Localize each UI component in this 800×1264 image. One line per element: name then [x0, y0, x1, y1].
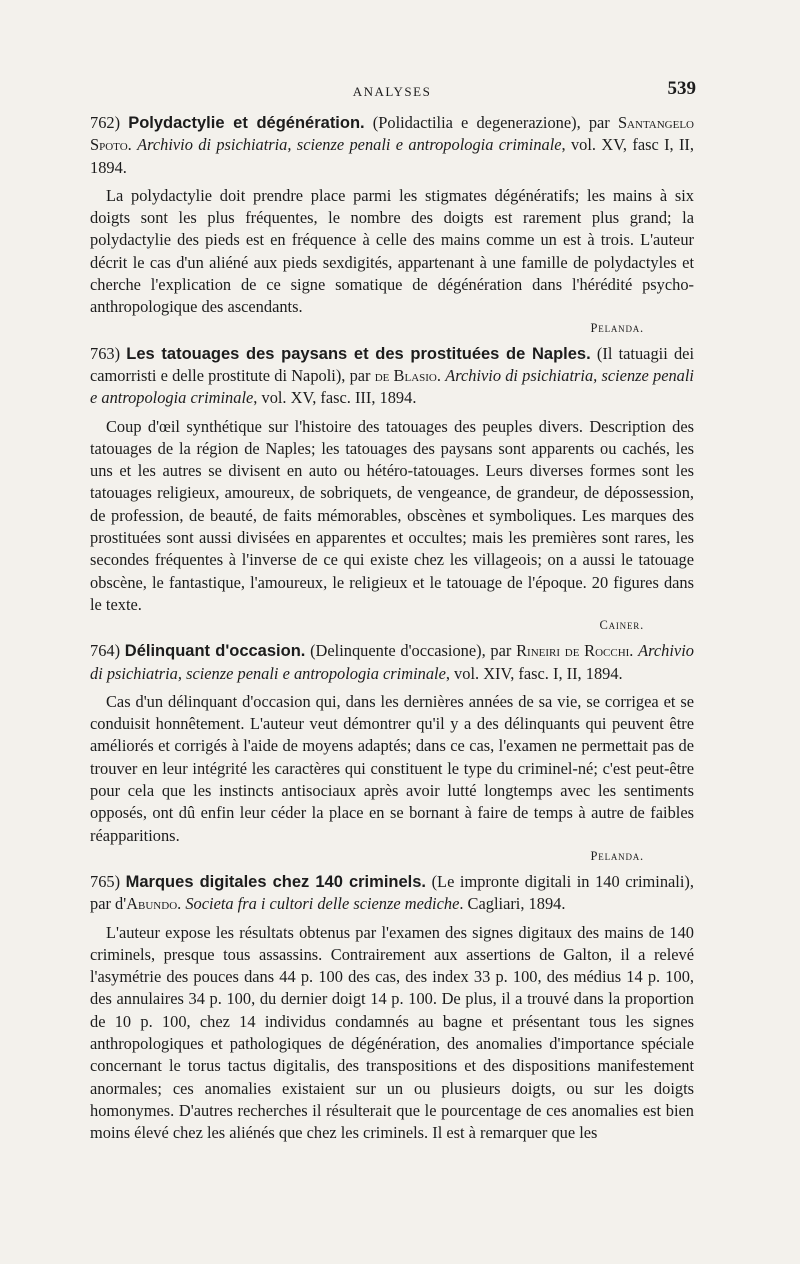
entry-title: Les tatouages des paysans et des prostituées de Naples. [126, 344, 591, 363]
entry-citation: , vol. XV, fasc I, II, 1894. [90, 135, 694, 177]
review-entry-765 [90, 871, 694, 1145]
entry-citation: , vol. XV, fasc. III, 1894. [253, 388, 417, 408]
entry-title: Polydactylie et dégénération. [128, 114, 365, 132]
entry-number: 763) [90, 343, 121, 363]
entry-title: Marques digitales chez 140 criminels. [125, 872, 426, 891]
entry-subtitle: (Il tatuagii dei camorristi e delle prostitute di Napoli), par [90, 343, 694, 385]
entry-subtitle: (Polidactilia e degenerazione), par [364, 113, 618, 132]
entry-signature: Cainer. [599, 618, 644, 633]
entry-author: Rineiri de Rocchi [516, 641, 630, 661]
entry-subtitle: (Le impronte digitali in 140 criminali), par d' [90, 871, 694, 914]
entry-heading: 765) Marques digitales chez 140 criminels. (Le impronte digitali in 140 criminali), par d'Abundo. Societa fra i cultori delle scienze mediche. Cagliari, 1894. [90, 871, 694, 914]
text-column [90, 112, 694, 1150]
running-title: ANALYSES [352, 84, 432, 99]
entry-body: La polydactylie doit prendre place parmi les stigmates dégénératifs; les mains à six doigts sont les plus fréquentes, le nombre des doigts est rarement plus grand; la polydactylie des pieds est en fréquence à celle des mains comme un est à trois. L'auteur décrit le cas d'un aliéné aux pieds sexdigités, appartenant à une famille de polydactyles et cherche l'explication de ce signe somatique de dégénération dans l'hérédité psycho-anthropologique des ascendants. [90, 185, 694, 317]
entry-source: Archivio di psichiatria, scienze penali e antropologia criminale [137, 135, 562, 155]
entry-title: Délinquant d'occasion. [124, 642, 306, 661]
entry-subtitle: (Delinquente d'occasione), par [305, 641, 517, 661]
review-entry-763 [90, 343, 694, 635]
entry-source: Archivio di psichiatria, scienze penali e antropologia criminale [90, 641, 694, 683]
review-entry-762 [90, 112, 694, 337]
entry-body: Cas d'un délinquant d'occasion qui, dans les dernières années de sa vie, se corrigea et se conduisit honnêtement. L'auteur veut démontrer qu'il y a des délinquants qui peuvent être améliorés et corrigés à l'aide de moyens adaptés; dans ce cas, l'examen ne permettait pas de trouver en leur intégrité les caractères qui constituent le type du criminel-né; c'est peut-être pour cela que les instincts antisociaux après avoir lutté longtemps avec les sentiments opposés, ont dû enfin leur céder la place en se bornant à faire de temps à autre de faibles réapparitions. [90, 691, 694, 845]
entry-number: 765) [90, 871, 121, 891]
entry-body: Coup d'œil synthétique sur l'histoire des tatouages des peuples divers. Description des tatouages de la région de Naples; les tatouages des paysans sont apparents ou cachés, les uns et les autres se divisent en auto ou hétéro-tatouages. Leurs diverses formes sont les tatouages religieux, amoureux, de sobriquets, de vengeance, de grandeur, de dépossession, de profession, de beauté, de faits mémorables, obscènes et symboliques. Les marques des prostituées sont aussi divisées en apparentes et occultes; mais les premières sont rares, les secondes fréquentes à l'inverse de ce qui existe chez les villageois; on a aussi le tatouage obscène, le fantastique, l'amoureux, le religieux et le tatouage de l'époque. 20 figures dans le texte. [90, 416, 694, 614]
entry-number: 762) [90, 113, 121, 132]
running-head [88, 78, 696, 102]
entry-author: Abundo [126, 894, 178, 914]
entry-citation: . Cagliari, 1894. [459, 894, 566, 914]
entry-heading: 763) Les tatouages des paysans et des prostituées de Naples. (Il tatuagii dei camorristi e delle prostitute di Napoli), par de Blasio. Archivio di psichiatria, scienze penali e antropologia criminale, vol. XV, fasc. III, 1894. [90, 343, 694, 408]
entry-source: Societa fra i cultori delle scienze mediche [185, 894, 460, 914]
entry-citation: , vol. XIV, fasc. I, II, 1894. [445, 663, 623, 683]
entry-author: Santangelo Spoto [90, 113, 694, 155]
entry-source: Archivio di psichiatria, scienze penali e antropologia criminale [90, 365, 694, 408]
entry-heading: 764) Délinquant d'occasion. (Delinquente d'occasione), par Rineiri de Rocchi. Archivio di psichiatria, scienze penali e antropologia criminale, vol. XIV, fasc. I, II, 1894. [90, 641, 694, 683]
entry-number: 764) [90, 641, 121, 661]
entry-signature: Pelanda. [590, 848, 644, 863]
page-number: 539 [667, 78, 696, 99]
entry-heading: 762) Polydactylie et dégénération. (Polidactilia e degenerazione), par Santangelo Spoto. Archivio di psichiatria, scienze penali e antropologia criminale, vol. XV, fasc I, II, 1894. [90, 113, 694, 177]
entry-body: L'auteur expose les résultats obtenus par l'examen des signes digitaux des mains de 140 criminels, presque tous assassins. Contrairement aux assertions de Galton, il a relevé l'asymétrie des pouces dans 44 p. 100 des cas, des index 33 p. 100, des médius 14 p. 100, des annulaires 34 p. 100, du dernier doigt 14 p. 100. De plus, il a trouvé dans la proportion de 10 p. 100, chez 14 individus condamnés au bagne et présentant tous les signes anthropologiques et pathologiques de dégénération, des anomalies d'importance spéciale concernant le torus tactus digitalis, des transpositions et des dispositions manifestement anormales; ces anomalies existaient sur un ou plusieurs doigts, ou sur les doigts homonymes. D'autres recherches il résulterait que le pourcentage de ces anomalies est bien moins élevé chez les aliénés que chez les criminels. Il est à remarquer que les [90, 922, 694, 1143]
entry-signature: Pelanda. [590, 320, 644, 335]
entry-author: de Blasio [374, 365, 437, 385]
review-entry-764 [90, 640, 694, 865]
